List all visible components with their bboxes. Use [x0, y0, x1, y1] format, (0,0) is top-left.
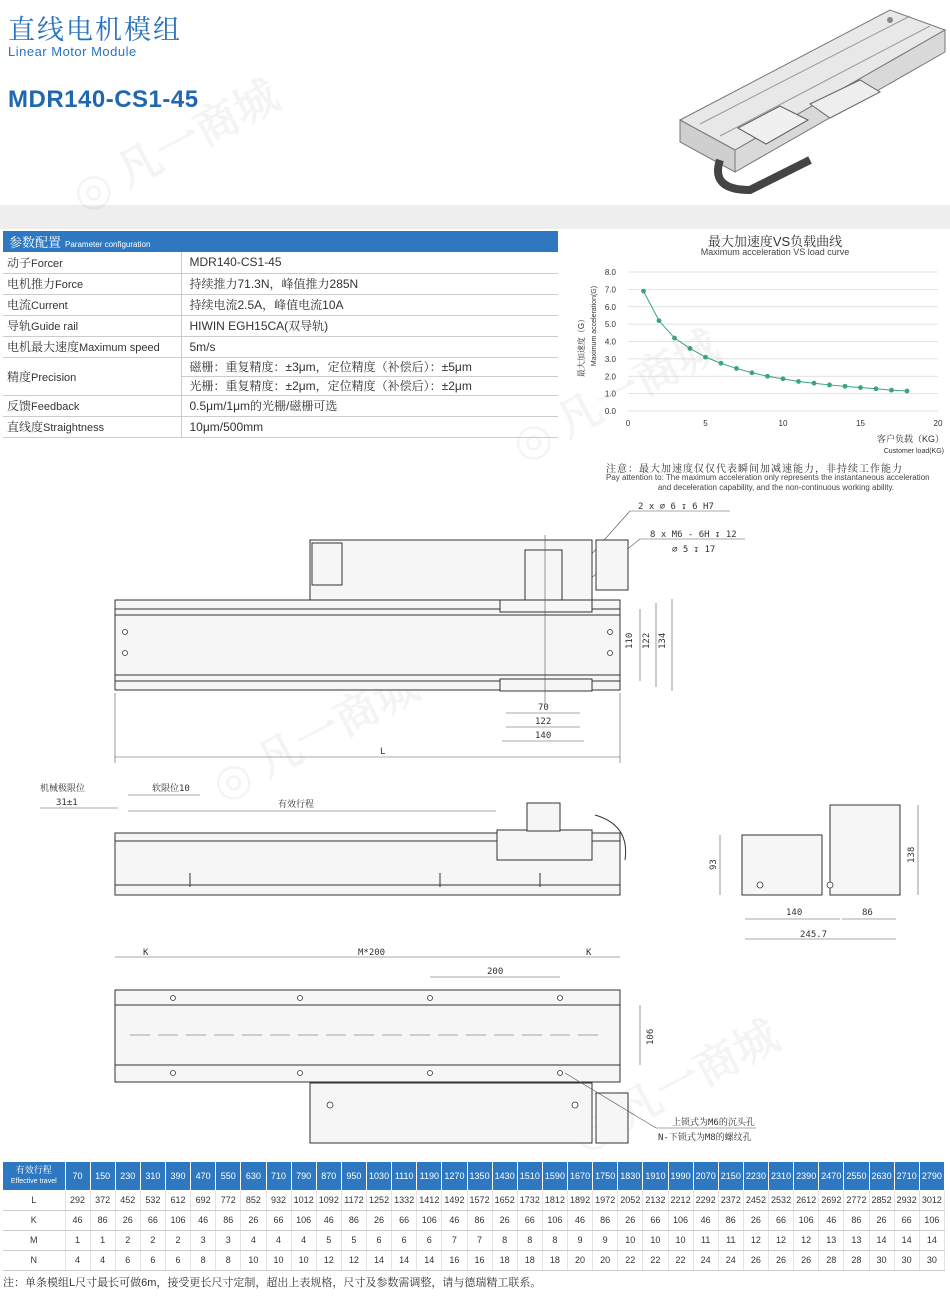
table-cell: 13 [819, 1230, 844, 1250]
travel-header-cell: 630 [241, 1162, 266, 1190]
table-cell: 26 [794, 1250, 819, 1270]
table-cell: 22 [618, 1250, 643, 1270]
chart-note-en-line: Pay attention to: The maximum acceleration only represents the instantaneous acceleration [606, 473, 930, 482]
table-cell: 1 [90, 1230, 115, 1250]
table-cell: 692 [191, 1190, 216, 1210]
table-cell: 7 [442, 1230, 467, 1250]
table-cell: 1332 [392, 1190, 417, 1210]
table-cell: 2932 [894, 1190, 919, 1210]
table-cell: 14 [367, 1250, 392, 1270]
table-cell: 66 [769, 1210, 794, 1230]
table-cell: 2452 [743, 1190, 768, 1210]
table-cell: 46 [316, 1210, 341, 1230]
travel-header-cell: 2230 [743, 1162, 768, 1190]
parameter-table-header: 参数配置 Parameter configuration [3, 231, 558, 252]
lock-note-bottom: N-下锁式为M8的螺纹孔 [658, 1133, 752, 1143]
table-cell: 12 [316, 1250, 341, 1270]
acceleration-chart [570, 258, 950, 458]
table-cell: 46 [442, 1210, 467, 1230]
table-cell: 372 [90, 1190, 115, 1210]
mechanical-limit-label: 机械极限位 [40, 784, 86, 794]
table-cell: 2532 [769, 1190, 794, 1210]
dim-70: 70 [538, 703, 549, 713]
effective-travel-label: 有效行程 [278, 800, 315, 810]
y-tick-label: 6.0 [604, 302, 616, 312]
travel-header-cell: 1270 [442, 1162, 467, 1190]
travel-header-cell: 2390 [794, 1162, 819, 1190]
y-tick-label: 8.0 [604, 268, 616, 277]
table-row: 反馈Feedback 0.5μm/1μm的光栅/磁栅可选 [3, 395, 558, 416]
table-cell: 8 [492, 1230, 517, 1250]
table-cell: 106 [291, 1210, 316, 1230]
table-cell: 12 [743, 1230, 768, 1250]
callout-thread-hole: 8 x M6 - 6H ↧ 12 [650, 530, 737, 540]
table-cell: 8 [542, 1230, 567, 1250]
dim-140: 140 [535, 731, 552, 741]
dim-106: 106 [646, 1028, 656, 1045]
table-cell: 1972 [593, 1190, 618, 1210]
table-cell: 14 [417, 1250, 442, 1270]
dim-93: 93 [709, 859, 719, 870]
table-cell: 6 [166, 1250, 191, 1270]
table-cell: 46 [819, 1210, 844, 1230]
dim-K-left: K [143, 948, 149, 958]
chart-note-en-line: and deceleration capability, and the non-continuous working ability. [657, 483, 895, 492]
table-cell: 66 [392, 1210, 417, 1230]
lock-note-top: 上锁式为M6的沉头孔 [672, 1118, 755, 1128]
table-cell: 8 [191, 1250, 216, 1270]
table-cell: 2212 [668, 1190, 693, 1210]
chart-note: 注意：最大加速度仅仅代表瞬间加减速能力，非持续工作能力 [606, 464, 903, 475]
data-point [812, 381, 817, 386]
table-cell: 26 [115, 1210, 140, 1230]
row-label: K [3, 1210, 65, 1230]
travel-header-cell: 390 [166, 1162, 191, 1190]
table-cell: 2132 [643, 1190, 668, 1210]
data-point [905, 389, 910, 394]
table-row [3, 1230, 945, 1250]
travel-header-cell: 790 [291, 1162, 316, 1190]
travel-header-cell: 1350 [467, 1162, 492, 1190]
table-row: 光栅：重复精度：±2μm，定位精度（补偿后）：±2μm [3, 376, 558, 395]
table-cell: 14 [894, 1230, 919, 1250]
data-point [843, 384, 848, 389]
y-tick-label: 1.0 [604, 389, 616, 399]
dim-122: 122 [535, 717, 552, 727]
table-cell: 20 [593, 1250, 618, 1270]
table-cell: 24 [718, 1250, 743, 1270]
table-cell: 1492 [442, 1190, 467, 1210]
page-subtitle: Linear Motor Module [8, 44, 137, 59]
soft-limit-label: 软限位10 [152, 784, 190, 794]
travel-header-cell: 1830 [618, 1162, 643, 1190]
table-cell: 106 [919, 1210, 944, 1230]
table-cell: 1812 [542, 1190, 567, 1210]
table-row [3, 1210, 945, 1230]
table-cell: 932 [266, 1190, 291, 1210]
table-cell: 4 [90, 1250, 115, 1270]
table-cell: 3 [191, 1230, 216, 1250]
table-cell: 1572 [467, 1190, 492, 1210]
dim-110: 110 [625, 632, 635, 649]
table-cell: 2052 [618, 1190, 643, 1210]
data-point [641, 289, 646, 294]
data-point [657, 318, 662, 323]
travel-header-cell: 1990 [668, 1162, 693, 1190]
row-label: L [3, 1190, 65, 1210]
table-cell: 12 [769, 1230, 794, 1250]
footnote: 注：单条模组L尺寸最长可做6m，接受更长尺寸定制，超出上表规格，尺寸及参数需调整，请与德瑞精工联系。 [3, 1277, 542, 1289]
travel-header-cell: 2790 [919, 1162, 944, 1190]
table-cell: 20 [568, 1250, 593, 1270]
table-cell: 292 [65, 1190, 90, 1210]
table-cell: 28 [819, 1250, 844, 1270]
table-row: 精度Precision 磁栅：重复精度：±3μm，定位精度（补偿后）：±5μm [3, 357, 558, 376]
data-point [734, 366, 739, 371]
dim-122-vertical: 122 [642, 632, 652, 649]
data-point [796, 379, 801, 384]
drawing-side-view [0, 775, 950, 945]
table-cell: 106 [668, 1210, 693, 1230]
travel-header-cell: 2470 [819, 1162, 844, 1190]
x-tick-label: 5 [703, 419, 708, 428]
table-cell: 18 [517, 1250, 542, 1270]
table-cell: 66 [140, 1210, 165, 1230]
x-tick-label: 10 [778, 419, 788, 428]
travel-header-cell: 470 [191, 1162, 216, 1190]
table-cell: 86 [844, 1210, 869, 1230]
section-band [0, 205, 950, 229]
table-cell: 5 [316, 1230, 341, 1250]
y-tick-label: 0.0 [604, 407, 616, 416]
table-cell: 30 [869, 1250, 894, 1270]
table-cell: 10 [643, 1230, 668, 1250]
data-point [874, 386, 879, 391]
travel-header-cell: 2710 [894, 1162, 919, 1190]
model-title: MDR140-CS1-45 [8, 86, 199, 113]
table-cell: 2 [166, 1230, 191, 1250]
table-cell: 1652 [492, 1190, 517, 1210]
data-point [765, 374, 770, 379]
table-cell: 106 [794, 1210, 819, 1230]
table-cell: 1172 [341, 1190, 366, 1210]
table-cell: 2 [115, 1230, 140, 1250]
table-cell: 1252 [367, 1190, 392, 1210]
table-cell: 2692 [819, 1190, 844, 1210]
callout-pin-hole: 2 x ∅ 6 ↧ 6 H7 [638, 502, 714, 512]
table-cell: 22 [643, 1250, 668, 1270]
table-cell: 10 [241, 1250, 266, 1270]
travel-header-cell: 1750 [593, 1162, 618, 1190]
travel-header-cell: 1510 [517, 1162, 542, 1190]
mechanical-limit-value: 31±1 [56, 798, 78, 808]
y-tick-label: 2.0 [604, 372, 616, 382]
table-cell: 26 [367, 1210, 392, 1230]
table-cell: 24 [693, 1250, 718, 1270]
dim-140-side: 140 [786, 908, 803, 918]
row-label: M [3, 1230, 65, 1250]
x-axis-label: 客户负载（KG） [876, 434, 944, 444]
table-cell: 532 [140, 1190, 165, 1210]
travel-header-cell: 710 [266, 1162, 291, 1190]
travel-header-cell: 1590 [542, 1162, 567, 1190]
data-point [703, 355, 708, 360]
travel-header-cell: 550 [216, 1162, 241, 1190]
callout-thread-depth: ∅ 5 ↧ 17 [672, 545, 716, 555]
travel-header-cell: 230 [115, 1162, 140, 1190]
table-cell: 6 [367, 1230, 392, 1250]
travel-header-cell: 1110 [392, 1162, 417, 1190]
table-cell: 1 [65, 1230, 90, 1250]
table-cell: 14 [392, 1250, 417, 1270]
dim-134: 134 [658, 632, 668, 649]
dim-200: 200 [487, 967, 504, 977]
table-cell: 106 [166, 1210, 191, 1230]
table-cell: 86 [341, 1210, 366, 1230]
dim-86: 86 [862, 908, 873, 918]
table-cell: 9 [568, 1230, 593, 1250]
table-cell: 86 [718, 1210, 743, 1230]
table-cell: 14 [869, 1230, 894, 1250]
table-cell: 14 [919, 1230, 944, 1250]
travel-table-header [3, 1162, 945, 1190]
table-cell: 30 [894, 1250, 919, 1270]
table-cell: 46 [191, 1210, 216, 1230]
travel-header-cell: 950 [341, 1162, 366, 1190]
table-cell: 6 [417, 1230, 442, 1250]
table-cell: 10 [291, 1250, 316, 1270]
table-cell: 28 [844, 1250, 869, 1270]
table-cell: 26 [618, 1210, 643, 1230]
data-point [781, 376, 786, 381]
travel-header-cell: 2550 [844, 1162, 869, 1190]
travel-header-cell: 70 [65, 1162, 90, 1190]
x-tick-label: 20 [933, 419, 943, 428]
travel-header-cell: 1670 [568, 1162, 593, 1190]
table-cell: 1892 [568, 1190, 593, 1210]
travel-header-label: 有效行程 Effective travel [3, 1162, 65, 1190]
dim-138: 138 [907, 846, 917, 863]
table-cell: 5 [341, 1230, 366, 1250]
table-cell: 46 [568, 1210, 593, 1230]
table-cell: 9 [593, 1230, 618, 1250]
table-cell: 66 [894, 1210, 919, 1230]
table-cell: 772 [216, 1190, 241, 1210]
y-tick-label: 5.0 [604, 320, 616, 330]
table-cell: 22 [668, 1250, 693, 1270]
table-cell: 13 [844, 1230, 869, 1250]
y-tick-label: 3.0 [604, 354, 616, 364]
travel-header-cell: 1030 [367, 1162, 392, 1190]
drawing-bottom-view [0, 945, 950, 1155]
table-cell: 3 [216, 1230, 241, 1250]
table-cell: 18 [492, 1250, 517, 1270]
table-cell: 11 [693, 1230, 718, 1250]
table-row [3, 1250, 945, 1270]
dim-K-right: K [586, 948, 592, 958]
table-cell: 86 [216, 1210, 241, 1230]
product-image [660, 0, 950, 200]
travel-header-cell: 2150 [718, 1162, 743, 1190]
table-cell: 7 [467, 1230, 492, 1250]
table-cell: 26 [492, 1210, 517, 1230]
table-cell: 26 [241, 1210, 266, 1230]
table-cell: 8 [517, 1230, 542, 1250]
data-point [827, 383, 832, 388]
table-cell: 30 [919, 1250, 944, 1270]
table-cell: 6 [140, 1250, 165, 1270]
table-cell: 106 [417, 1210, 442, 1230]
y-tick-label: 7.0 [604, 285, 616, 295]
table-row: 电流Current 持续电流2.5A，峰值电流10A [3, 294, 558, 315]
travel-header-cell: 150 [90, 1162, 115, 1190]
table-cell: 12 [341, 1250, 366, 1270]
dim-M200: M*200 [358, 948, 386, 958]
table-cell: 10 [668, 1230, 693, 1250]
table-cell: 452 [115, 1190, 140, 1210]
table-row: 导轨Guide rail HIWIN EGH15CA(双导轨) [3, 315, 558, 336]
table-cell: 10 [266, 1250, 291, 1270]
table-cell: 66 [266, 1210, 291, 1230]
parameter-table [3, 231, 558, 438]
table-cell: 16 [442, 1250, 467, 1270]
table-cell: 46 [693, 1210, 718, 1230]
chart-title: 最大加速度VS负载曲线 [707, 234, 843, 249]
table-cell: 2 [140, 1230, 165, 1250]
table-cell: 2612 [794, 1190, 819, 1210]
travel-header-cell: 1190 [417, 1162, 442, 1190]
travel-table [3, 1162, 945, 1271]
travel-header-cell: 310 [140, 1162, 165, 1190]
y-axis-label-en: Maximum acceleration(G) [591, 285, 598, 367]
table-cell: 1732 [517, 1190, 542, 1210]
dim-245: 245.7 [800, 930, 828, 940]
table-cell: 26 [743, 1250, 768, 1270]
table-cell: 4 [266, 1230, 291, 1250]
travel-header-cell: 870 [316, 1162, 341, 1190]
data-point [889, 388, 894, 393]
table-row [3, 1190, 945, 1210]
table-cell: 26 [869, 1210, 894, 1230]
table-cell: 86 [90, 1210, 115, 1230]
table-cell: 106 [542, 1210, 567, 1230]
data-point [750, 370, 755, 375]
travel-header-cell: 2070 [693, 1162, 718, 1190]
table-cell: 1092 [316, 1190, 341, 1210]
dim-length: L [380, 747, 386, 757]
row-label: N [3, 1250, 65, 1270]
table-cell: 11 [718, 1230, 743, 1250]
table-row: 电机最大速度Maximum speed 5m/s [3, 336, 558, 357]
table-cell: 66 [517, 1210, 542, 1230]
table-cell: 4 [291, 1230, 316, 1250]
table-cell: 3012 [919, 1190, 944, 1210]
table-cell: 16 [467, 1250, 492, 1270]
y-axis-label: 最大加速度（G） [577, 314, 586, 378]
travel-header-cell: 2310 [769, 1162, 794, 1190]
travel-header-cell: 1430 [492, 1162, 517, 1190]
table-row: 直线度Straightness 10μm/500mm [3, 416, 558, 437]
data-point [719, 361, 724, 366]
table-cell: 66 [643, 1210, 668, 1230]
drawing-top-view [0, 495, 950, 770]
table-cell: 2852 [869, 1190, 894, 1210]
x-tick-label: 15 [856, 419, 865, 428]
table-cell: 1012 [291, 1190, 316, 1210]
page-title: 直线电机模组 [8, 15, 182, 45]
data-point [688, 346, 693, 351]
chart-subtitle: Maximum acceleration VS load curve [700, 247, 850, 257]
table-cell: 26 [769, 1250, 794, 1270]
data-point [672, 336, 677, 341]
table-cell: 4 [241, 1230, 266, 1250]
table-cell: 18 [542, 1250, 567, 1270]
table-cell: 612 [166, 1190, 191, 1210]
table-cell: 6 [392, 1230, 417, 1250]
travel-header-cell: 2630 [869, 1162, 894, 1190]
table-cell: 852 [241, 1190, 266, 1210]
x-tick-label: 0 [625, 419, 631, 428]
table-cell: 26 [743, 1210, 768, 1230]
table-cell: 86 [467, 1210, 492, 1230]
table-cell: 2372 [718, 1190, 743, 1210]
travel-header-cell: 1910 [643, 1162, 668, 1190]
table-cell: 46 [65, 1210, 90, 1230]
table-cell: 12 [794, 1230, 819, 1250]
table-cell: 10 [618, 1230, 643, 1250]
data-point [858, 385, 863, 390]
table-cell: 8 [216, 1250, 241, 1270]
table-cell: 2772 [844, 1190, 869, 1210]
table-cell: 1412 [417, 1190, 442, 1210]
table-cell: 6 [115, 1250, 140, 1270]
table-cell: 2292 [693, 1190, 718, 1210]
chart-note-en [606, 473, 946, 493]
table-cell: 4 [65, 1250, 90, 1270]
table-cell: 86 [593, 1210, 618, 1230]
table-row: 电机推力Force 持续推力71.3N，峰值推力285N [3, 273, 558, 294]
table-row: 动子Forcer MDR140-CS1-45 [3, 252, 558, 273]
x-axis-label-en: Customer load(KG) [883, 448, 944, 455]
y-tick-label: 4.0 [604, 337, 616, 347]
